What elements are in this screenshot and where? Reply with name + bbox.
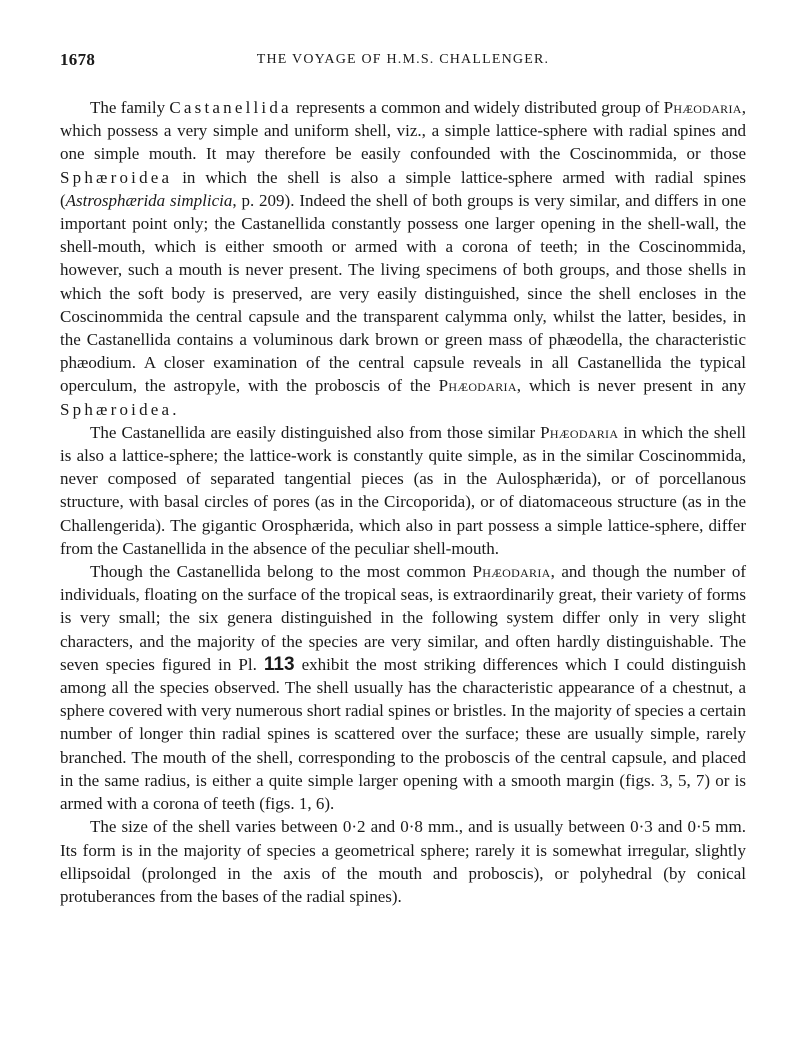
- text-run: The family: [90, 98, 170, 117]
- text-run: The Castanellida are easily distinguished also from those similar: [90, 422, 541, 442]
- running-title: THE VOYAGE OF H.M.S. CHALLENGER.: [256, 52, 550, 67]
- paragraph: [60, 421, 746, 560]
- text-run: Though the Castanellida belong to the most common: [90, 562, 473, 582]
- spaced-taxon: Sphæroidea: [60, 399, 173, 419]
- small-caps-term: Phæodaria: [438, 376, 517, 396]
- text-run: in which the shell is also a lattice-sphere; the lattice-work is constantly quite simple, as in the similar Coscinommida, never composed of separated tangential pieces (as in the Aulosphærida), or of porcellanous structure, with basal circles of pores (as in the Circoporida), or of diatomaceous structure (as in the Challengerida). The gigantic Orosphærida, which also in part possess a simple lattice-sphere, differ from the Castanellida in the absence of the peculiar shell-mouth.: [60, 422, 746, 558]
- body-text: [60, 96, 746, 908]
- small-caps-term: Phæodaria: [472, 562, 551, 582]
- text-run: , which possess a very simple and uniform shell, viz., a simple lattice-sphere with radial spines and one simple mouth. It may therefore be easily confounded with the Coscinommida, or those: [60, 98, 746, 164]
- text-run: .: [172, 399, 177, 419]
- text-run: The size of the shell varies between 0·2 and 0·8 mm., and is usually between 0·3 and 0·5 mm. Its form is in the majority of species a geometrical sphere; rarely it is somewhat irregular, slightly ellipsoidal (prolonged in the axis of the mouth and proboscis), or polyhedral (by conical protuberances from the bases of the radial spines).: [60, 817, 746, 906]
- text-run: , which is never present in any: [516, 376, 746, 396]
- paragraph: [60, 560, 746, 815]
- paragraph: [60, 96, 746, 421]
- spaced-taxon: Castanellida: [169, 98, 292, 117]
- small-caps-term: Phæodaria: [540, 422, 619, 442]
- paragraph: [60, 815, 746, 908]
- plate-reference: 113: [263, 653, 295, 675]
- italic-taxon: Astrosphærida simplicia: [65, 190, 233, 210]
- text-run: , p. 209). Indeed the shell of both groups is very similar, and differs in one important point only; the Castanellida constantly possess one larger opening in the shell-wall, the shell-mouth, which is either smooth or armed with a corona of teeth; in the Coscinommida, however, such a mouth is never present. The living specimens of both groups, and those shells in which the soft body is preserved, are very easily distinguished, since the shell encloses in the Coscinommida the central capsule and the transparent calymma only, whilst the latter, besides, in the Castanellida contains a voluminous dark brown or green mass of phæodella, the characteristic phæodium. A closer examination of the central capsule reveals in all Castanellida the typical operculum, the astropyle, with the proboscis of the: [60, 190, 746, 396]
- text-run: exhibit the most striking differences which I could distinguish among all the species observed. The shell usually has the characteristic appearance of a chestnut, a sphere covered with very numerous short radial spines or bristles. In the majority of species a certain number of longer thin radial spines is scattered over the surface; these are usually simple, rarely branched. The mouth of the shell, corresponding to the proboscis of the central capsule, and placed in the same radius, is either a quite simple larger opening with a smooth margin (figs. 3, 5, 7) or is armed with a corona of teeth (figs. 1, 6).: [60, 654, 746, 814]
- text-run: in which the shell is also a simple lattice-sphere armed with radial spines (: [60, 167, 746, 210]
- page-number: 1678: [60, 50, 96, 69]
- spaced-taxon: Sphæroidea: [60, 167, 173, 187]
- text-run: , and though the number of individuals, floating on the surface of the tropical seas, is extraordinarily great, their variety of forms is very small; the six genera distinguished in the following system differ only in very slight characters, and the majority of the species are very similar, and often hardly distinguishable. The seven species figured in Pl.: [60, 562, 746, 674]
- small-caps-term: Phæodaria: [663, 98, 742, 117]
- document-page: [60, 50, 746, 908]
- running-header: [60, 50, 746, 74]
- text-run: represents a common and widely distributed group of: [291, 98, 664, 117]
